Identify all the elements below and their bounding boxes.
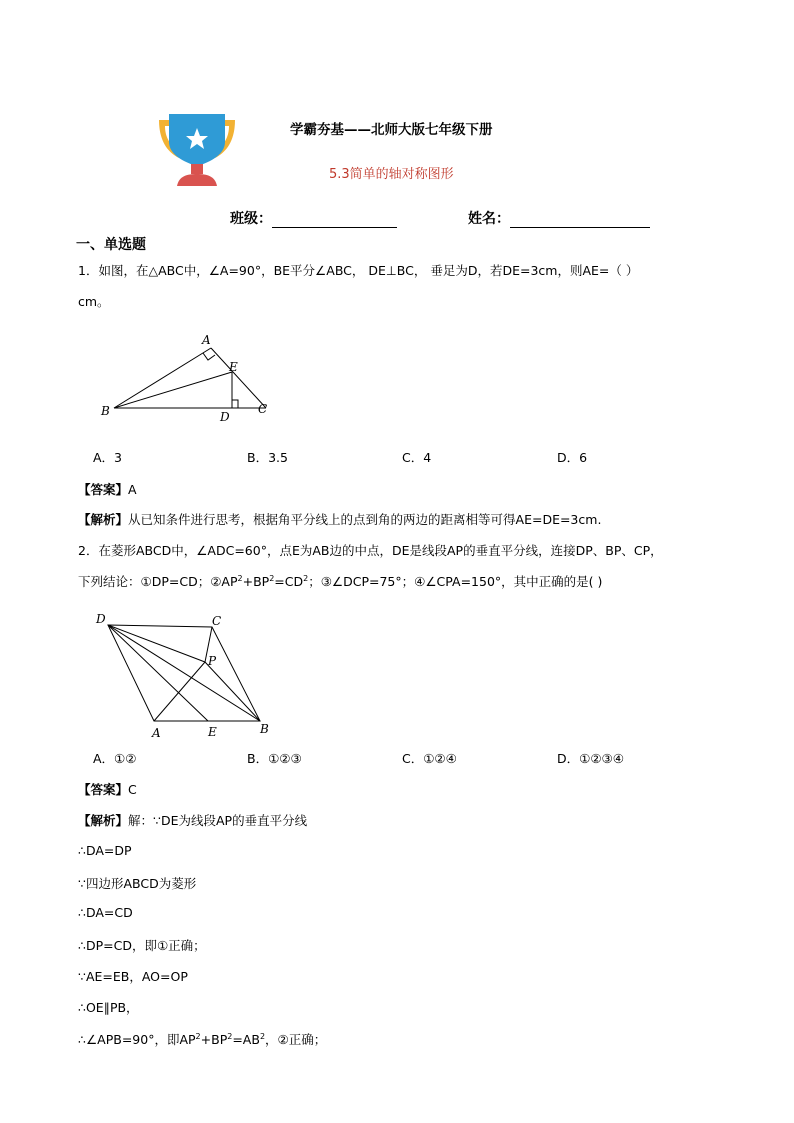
q1-analysis-text: 从已知条件进行思考，根据角平分线上的点到角的两边的距离相等可得AE=DE=3cm.: [128, 512, 602, 527]
q2-answer: [78, 780, 137, 798]
q2-sup: 2: [269, 573, 275, 583]
q2-analysis-line-6: ∴OE∥PB，: [78, 1000, 139, 1015]
q1-answer: [78, 480, 137, 498]
q1-analysis: [78, 510, 601, 528]
q1-label-e: E: [229, 360, 238, 374]
q2-label-b: B: [260, 722, 269, 736]
doc-title: 学霸夯基——北师大版七年级下册: [290, 122, 493, 138]
q2-stem-line2: [78, 572, 602, 590]
q1-stem-line2: cm。: [78, 294, 110, 309]
q2-option-b: B．①②③: [247, 751, 302, 766]
q2-sup: 2: [303, 573, 309, 583]
q1-option-a: A．3: [93, 450, 123, 465]
q1-label-d: D: [220, 410, 230, 424]
q1-triangle-figure: [96, 330, 286, 425]
q1-label-c: C: [258, 402, 268, 416]
q2-answer-tag: 【答案】: [78, 782, 129, 797]
q2-last-part-a: ∴∠APB=90°，即AP: [78, 1032, 196, 1047]
q2-label-a: A: [152, 726, 161, 740]
class-field: [230, 208, 397, 228]
q1-option-d: D．6: [557, 450, 588, 465]
q1-answer-value: A: [128, 482, 137, 497]
name-label: 姓名：: [468, 211, 510, 227]
q2-last-part-c: =AB: [232, 1032, 260, 1047]
q1-label-b: B: [101, 404, 110, 418]
class-label: 班级：: [230, 211, 272, 227]
q2-analysis-line-4: ∴DP=CD，即①正确；: [78, 938, 206, 953]
q2-label-c: C: [212, 614, 222, 628]
q2-analysis-line-0: [78, 811, 307, 829]
doc-subtitle: 5.3简单的轴对称图形: [329, 167, 454, 182]
q2-rhombus-figure: [90, 605, 280, 740]
q2-label-p: P: [208, 654, 217, 668]
q2-stem-line1: 2．在菱形ABCD中，∠ADC=60°，点E为AB边的中点，DE是线段AP的垂直平分线，连接DP、BP、CP，: [78, 543, 663, 558]
q2-analysis-tag: 【解析】: [78, 813, 129, 828]
q2-option-a: A．①②: [93, 751, 137, 766]
name-blank: [510, 213, 650, 228]
q1-option-b: B．3.5: [247, 450, 288, 465]
q2-option-d: D．①②③④: [557, 751, 624, 766]
q2-analysis-text-0: 解：∵DE为线段AP的垂直平分线: [128, 813, 308, 828]
q2-stem-part-a: 下列结论：①DP=CD；②AP: [78, 574, 238, 589]
q2-last-part-b: +BP: [200, 1032, 228, 1047]
q2-stem-part-c: =CD: [274, 574, 304, 589]
q2-analysis-line-3: ∴DA=CD: [78, 905, 133, 920]
q1-analysis-tag: 【解析】: [78, 512, 129, 527]
q2-sup: 2: [259, 1031, 266, 1041]
q2-stem-part-d: ；③∠DCP=75°；④∠CPA=150°，其中正确的是( ): [308, 574, 603, 589]
q2-label-d: D: [96, 612, 106, 626]
section-heading: 一、单选题: [76, 237, 146, 253]
class-blank: [272, 213, 397, 228]
q2-analysis-line-2: ∵四边形ABCD为菱形: [78, 876, 197, 891]
q2-sup: 2: [227, 1031, 233, 1041]
q1-label-a: A: [202, 333, 211, 347]
q2-stem-part-b: +BP: [242, 574, 270, 589]
name-field: [468, 208, 650, 228]
q2-last-part-d: ，②正确；: [265, 1032, 327, 1047]
q2-analysis-line-7: [78, 1030, 326, 1048]
q2-answer-value: C: [128, 782, 137, 797]
q2-label-e: E: [208, 725, 217, 739]
q1-option-c: C．4: [402, 450, 432, 465]
trophy-logo: [155, 112, 239, 188]
q2-option-c: C．①②④: [402, 751, 457, 766]
q1-stem-line1: 1．如图，在△ABC中，∠A=90°，BE平分∠ABC， DE⊥BC， 垂足为D，若DE=3cm，则AE=（ ）: [78, 263, 639, 278]
q2-analysis-line-1: ∴DA=DP: [78, 843, 132, 858]
q1-answer-tag: 【答案】: [78, 482, 129, 497]
q2-sup: 2: [195, 1031, 201, 1041]
q2-analysis-line-5: ∵AE=EB，AO=OP: [78, 969, 188, 984]
q2-sup: 2: [237, 573, 243, 583]
